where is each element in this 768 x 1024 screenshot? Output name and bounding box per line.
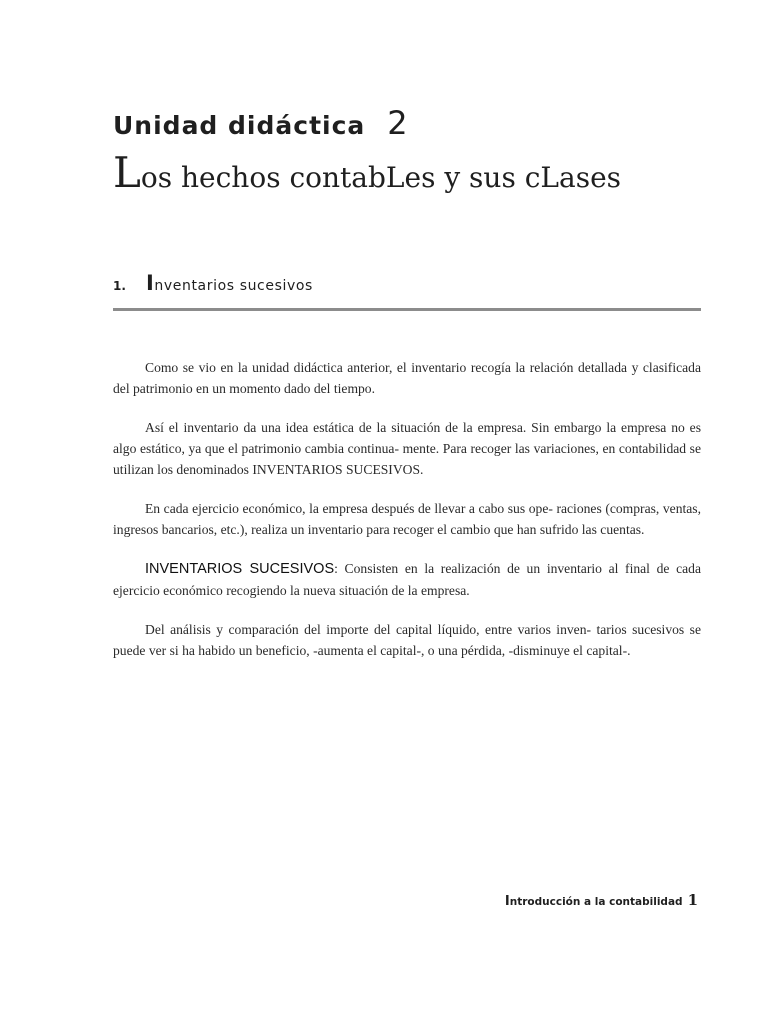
footer-title: ntroducción a la contabilidad	[509, 896, 683, 908]
chapter-title-text: os hechos contabLes y sus cLases	[140, 161, 622, 194]
page-number: 1	[687, 891, 698, 909]
definition-text: : Consisten en la realización de un inventario al final de cada ejercicio económico recogiendo la nueva situación de la empresa.	[113, 561, 702, 598]
section-heading	[113, 271, 313, 295]
paragraph-1: Como se vio en la unidad didáctica anterior, el inventario recogía la relación detallada y clasificada del patrimonio en un momento dado del tiempo.	[113, 360, 701, 396]
definition-term: INVENTARIOS SUCESIVOS	[145, 561, 335, 577]
paragraph-2: Así el inventario da una idea estática de la situación de la empresa. Sin embargo la empresa no es algo estático, ya que el patrimonio cambia continua- mente. Para recoger las variaciones, en contabilidad se utilizan los denominados INVENTARIOS SUCESIVOS.	[113, 420, 701, 477]
section-title-initial: I	[146, 271, 155, 295]
section-number: 1.	[113, 279, 126, 293]
body-text	[113, 357, 701, 679]
unit-number: 2	[387, 104, 409, 142]
section-title-text: nventarios sucesivos	[154, 278, 313, 294]
footer-initial: I	[504, 894, 510, 909]
chapter-title-initial: L	[113, 148, 141, 197]
unit-label: Unidad didáctica	[113, 111, 366, 140]
section-title	[146, 271, 313, 295]
chapter-title	[113, 148, 622, 197]
unit-heading	[113, 104, 409, 142]
paragraph-3: En cada ejercicio económico, la empresa después de llevar a cabo sus ope- raciones (compras, ventas, ingresos bancarios, etc.), realiza un inventario para recoger el cambio que han sufrido las cuentas.	[113, 501, 701, 537]
section-divider	[113, 308, 701, 311]
paragraph-5: Del análisis y comparación del importe del capital líquido, entre varios inven- tarios sucesivos se puede ver si ha habido un beneficio, -aumenta el capital-, o una pérdida, -disminuye el capital-.	[113, 622, 701, 658]
paragraph-4	[113, 558, 701, 601]
page-footer	[505, 891, 698, 909]
